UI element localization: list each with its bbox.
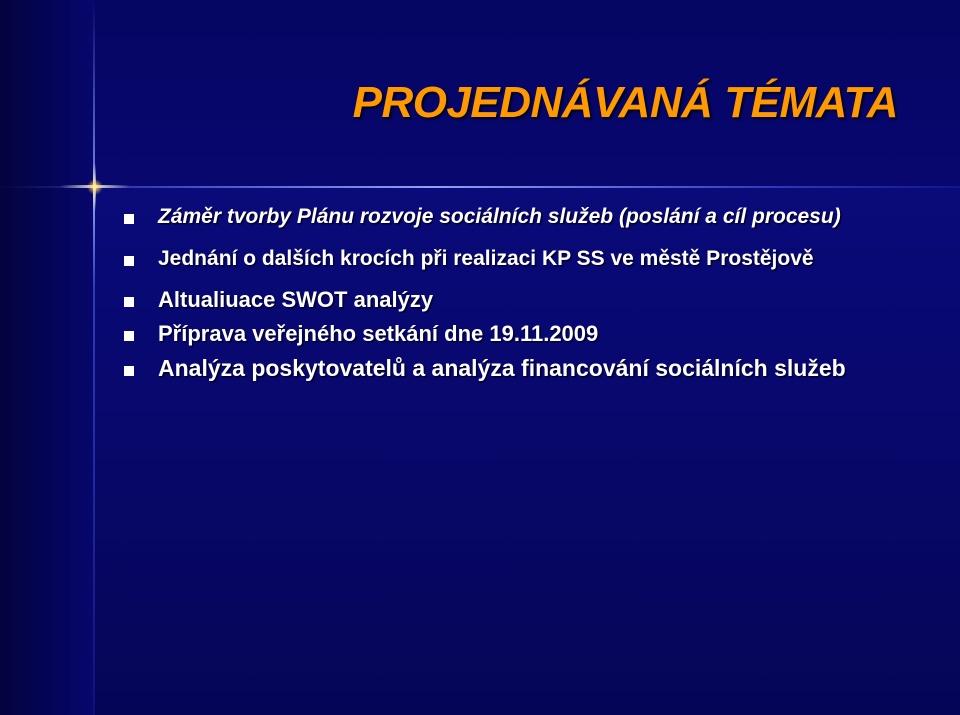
- bullet-item: [122, 357, 892, 380]
- bullet-text: Příprava veřejného setkání dne 19.11.2009: [158, 321, 599, 346]
- bullet-item: [122, 206, 892, 227]
- slide-title: PROJEDNÁVANÁ TÉMATA: [352, 78, 898, 127]
- horizontal-divider: [0, 186, 960, 188]
- bullet-list: [122, 206, 892, 380]
- vertical-divider: [93, 0, 95, 715]
- bullet-item: [122, 323, 892, 345]
- bullet-item: [122, 289, 892, 311]
- square-bullet-icon: [124, 256, 134, 266]
- bullet-text: Záměr tvorby Plánu rozvoje sociálních služeb (poslání a cíl procesu): [158, 205, 841, 228]
- bullet-text: Analýza poskytovatelů a analýza financování sociálních služeb: [158, 355, 846, 381]
- square-bullet-icon: [124, 297, 134, 307]
- square-bullet-icon: [124, 331, 134, 341]
- bullet-text: Jednání o dalších krocích při realizaci KP SS ve městě Prostějově: [158, 247, 814, 270]
- square-bullet-icon: [124, 366, 134, 376]
- bullet-item: [122, 248, 892, 269]
- left-band: [0, 0, 94, 715]
- bullet-text: Altualiuace SWOT analýzy: [158, 287, 434, 312]
- square-bullet-icon: [124, 214, 134, 224]
